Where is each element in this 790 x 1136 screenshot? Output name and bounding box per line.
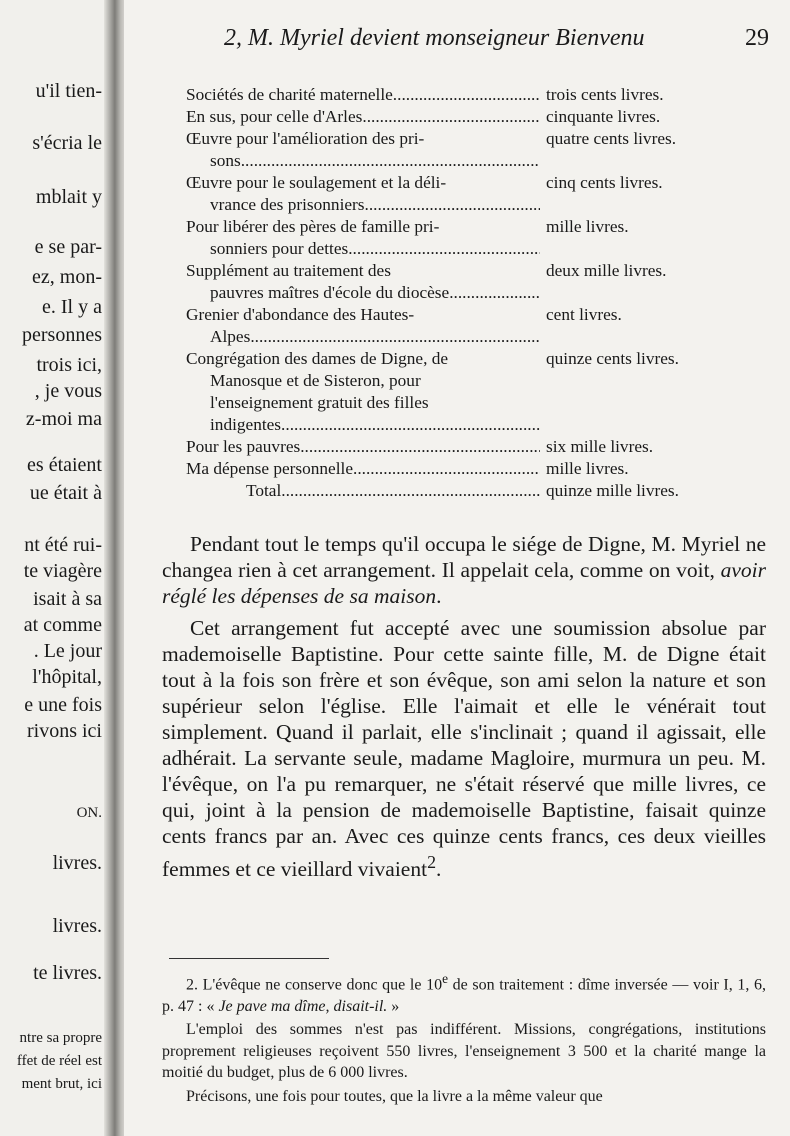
budget-item: Œuvre pour le soulagement et la déli- vrance des prisonniers ..... bbox=[186, 172, 540, 216]
left-page-fragment: ffet de réel est bbox=[16, 1053, 102, 1069]
left-page-fragment: ON. bbox=[76, 805, 102, 821]
budget-row bbox=[186, 436, 751, 458]
budget-item: Ma dépense personnelle ..... bbox=[186, 458, 540, 480]
budget-item: Sociétés de charité maternelle ..... bbox=[186, 84, 540, 106]
main-text bbox=[162, 531, 766, 882]
paragraph-2: Cet arrangement fut accepté avec une soumission absolue par mademoiselle Baptistine. Pour cette sainte fille, M. de Digne était tout à la fois son frère et son évêque, son ami selon la nature et son supérieur selon l'église. Elle l'aimait et elle le vénérait tout simplement. Quand il parlait, elle s'inclinait ; quand il agissait, elle adhérait. La servante seule, madame Magloire, murmura un peu. M. l'évêque, on l'a pu remarquer, ne s'était réservé que mille livres, ce qui, joint à la pension de mademoiselle Baptistine, faisait quinze cents francs par an. Avec ces quinze cents francs, ces deux vieilles femmes et ce vieillard vivaient$^2$. bbox=[162, 616, 766, 882]
budget-amount: cinquante livres. bbox=[546, 107, 661, 126]
left-page-fragment: , je vous bbox=[34, 380, 102, 402]
budget-row bbox=[186, 84, 751, 106]
chapter-title: 2, M. Myriel devient monseigneur Bienvenu bbox=[224, 25, 645, 51]
left-page-fragment: trois ici, bbox=[36, 354, 102, 376]
budget-amount: cinq cents livres. bbox=[546, 173, 663, 192]
budget-amount: mille livres. bbox=[546, 459, 629, 478]
budget-amount: cent livres. bbox=[546, 305, 622, 324]
footnote-ref: 2 bbox=[427, 852, 437, 872]
budget-item: Grenier d'abondance des Hautes- Alpes ..... bbox=[186, 304, 540, 348]
budget-item: Pour les pauvres ..... bbox=[186, 436, 540, 458]
budget-row bbox=[186, 260, 751, 304]
footnote-2-cont2: Précisons, une fois pour toutes, que la livre a la même valeur que bbox=[186, 1087, 603, 1105]
left-page-fragment: e une fois bbox=[24, 694, 102, 716]
budget-amount: mille livres. bbox=[546, 217, 629, 236]
budget-row bbox=[186, 172, 751, 216]
footnotes bbox=[162, 968, 766, 1107]
left-page-fragment: ez, mon- bbox=[32, 266, 102, 288]
left-page-fragment: e se par- bbox=[34, 236, 102, 258]
left-page-fragment: ue était à bbox=[29, 482, 102, 504]
left-page-fragment: e. Il y a bbox=[42, 296, 102, 318]
budget-item: Congrégation des dames de Digne, de Manosque et de Sisteron, pour l'enseignement gratuit des filles indigentes ..... bbox=[186, 348, 540, 436]
page-number: 29 bbox=[745, 25, 769, 51]
left-page-fragment: at comme bbox=[23, 614, 102, 636]
budget-amount: quatre cents livres. bbox=[546, 129, 677, 148]
emphasis-text: avoir réglé les dépenses de sa maison bbox=[162, 558, 766, 608]
budget-row bbox=[186, 128, 751, 172]
budget-row bbox=[186, 480, 751, 502]
left-page-fragment: livres. bbox=[52, 852, 102, 874]
left-page-fragment: z-moi ma bbox=[25, 408, 102, 430]
budget-item: Œuvre pour l'amélioration des pri- sons ..... bbox=[186, 128, 540, 172]
budget-table bbox=[186, 84, 751, 502]
left-page-fragment: personnes bbox=[22, 324, 102, 346]
budget-row bbox=[186, 304, 751, 348]
left-page-fragment: es étaient bbox=[27, 454, 102, 476]
left-page-fragment: . Le jour bbox=[33, 640, 102, 662]
footnote-rule bbox=[169, 958, 329, 959]
left-page-fragment: te livres. bbox=[33, 962, 102, 984]
budget-amount: trois cents livres. bbox=[546, 85, 664, 104]
budget-item: Supplément au traitement des pauvres maîtres d'école du diocèse ..... bbox=[186, 260, 540, 304]
right-page bbox=[124, 0, 790, 1136]
budget-row bbox=[186, 106, 751, 128]
budget-amount: quinze cents livres. bbox=[546, 349, 679, 368]
footnote-2-cont: L'emploi des sommes n'est pas indifférent. Missions, congrégations, institutions proprement religieuses reçoivent 550 livres, l'enseignement 3 500 et la charité mange la moitié du budget, plus de 6 000 livres. bbox=[162, 1021, 766, 1082]
left-page-fragment: ment brut, ici bbox=[21, 1076, 102, 1092]
budget-item: Pour libérer des pères de famille pri- sonniers pour dettes ..... bbox=[186, 216, 540, 260]
budget-amount: deux mille livres. bbox=[546, 261, 667, 280]
budget-row bbox=[186, 458, 751, 480]
budget-amount: six mille livres. bbox=[546, 437, 654, 456]
left-page-fragment: ntre sa propre bbox=[19, 1030, 102, 1046]
running-header bbox=[224, 25, 769, 52]
left-page-fragment: rivons ici bbox=[27, 720, 102, 742]
left-page-fragment: livres. bbox=[52, 915, 102, 937]
left-page-fragment: mblait y bbox=[35, 186, 102, 208]
left-page-fragment: te viagère bbox=[23, 560, 102, 582]
budget-row bbox=[186, 216, 751, 260]
left-page-fragment: u'il tien- bbox=[35, 80, 102, 102]
footnote-2: 2. L'évêque ne conserve donc que le 10e de son traitement : dîme inversée — voir I, 1, 6, p. 47 : « Je pave ma dîme, disait-il. » bbox=[162, 971, 767, 1015]
left-page-fragment: s'écria le bbox=[32, 132, 102, 154]
budget-item: En sus, pour celle d'Arles ..... bbox=[186, 106, 540, 128]
paragraph-1: Pendant tout le temps qu'il occupa le siége de Digne, M. Myriel ne changea rien à cet arrangement. Il appelait cela, comme on voit, avoir réglé les dépenses de sa maison. bbox=[162, 532, 766, 608]
budget-row bbox=[186, 348, 751, 436]
budget-item: Total ..... bbox=[186, 480, 540, 502]
left-page-fragment: l'hôpital, bbox=[32, 666, 102, 688]
budget-amount: quinze mille livres. bbox=[546, 481, 679, 500]
left-page-fragment: nt été rui- bbox=[24, 534, 102, 556]
left-page-fragment: isait à sa bbox=[33, 588, 102, 610]
left-page-edge bbox=[0, 0, 112, 1136]
